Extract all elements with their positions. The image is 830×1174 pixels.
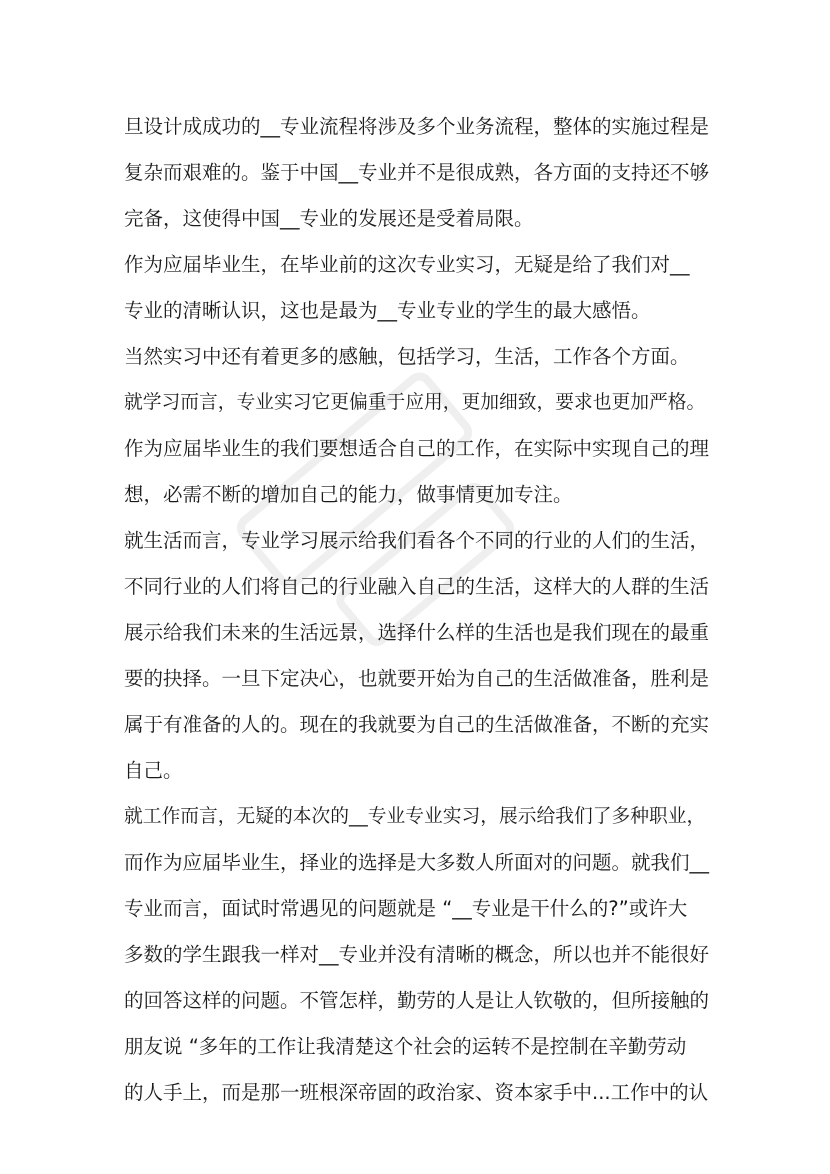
text-line: 不同行业的人们将自己的行业融入自己的生活，这样大的人群的生活 (124, 575, 710, 598)
text-line: 而作为应届毕业生，择业的选择是大多数人所面对的问题。就我们__ (124, 851, 710, 874)
text-line: 朋友说 “多年的工作让我清楚这个社会的运转不是控制在辛勤劳动 (124, 1035, 687, 1058)
text-line: 属于有准备的人的。现在的我就要为自己的生活做准备，不断的充实 (124, 713, 710, 736)
text-line: 自己。 (124, 759, 183, 782)
text-line: 作为应届毕业生，在毕业前的这次专业实习，无疑是给了我们对__ (124, 253, 690, 276)
text-line: 展示给我们未来的生活远景，选择什么样的生活也是我们现在的最重 (124, 621, 710, 644)
text-line: 要的抉择。一旦下定决心，也就要开始为自己的生活做准备，胜利是 (124, 667, 710, 690)
paragraph (124, 242, 710, 334)
paragraph (124, 518, 710, 794)
text-line: 想，必需不断的增加自己的能力，做事情更加专注。 (124, 483, 573, 506)
text-line: 专业的清晰认识，这也是最为__专业专业的学生的最大感悟。 (124, 299, 651, 322)
text-line: 多数的学生跟我一样对__专业并没有清晰的概念，所以也并不能很好 (124, 943, 710, 966)
paragraph (124, 426, 710, 518)
text-line: 作为应届毕业生的我们要想适合自己的工作，在实际中实现自己的理 (124, 437, 710, 460)
paragraph (124, 794, 710, 1116)
text-line: 完备，这使得中国__专业的发展还是受着局限。 (124, 207, 534, 230)
paragraph (124, 380, 710, 426)
paragraph (124, 334, 710, 380)
text-line: 就工作而言，无疑的本次的__专业专业实习，展示给我们了多种职业， (124, 806, 706, 827)
text-line: 的回答这样的问题。不管怎样，勤劳的人是让人钦敬的，但所接触的 (124, 989, 710, 1012)
text-line: 复杂而艰难的。鉴于中国__专业并不是很成熟，各方面的支持还不够 (124, 161, 710, 184)
text-line: 专业而言，面试时常遇见的问题就是 “__专业是干什么的?”或许大 (124, 897, 688, 920)
text-line: 旦设计成成功的__专业流程将涉及多个业务流程，整体的实施过程是 (124, 115, 710, 138)
text-line: 的人手上，而是那一班根深帝固的政治家、资本家手中...工作中的认 (124, 1081, 709, 1104)
text-line: 就生活而言，专业学习展示给我们看各个不同的行业的人们的生活， (124, 529, 710, 552)
text-line: 当然实习中还有着更多的感触，包括学习，生活，工作各个方面。 (124, 345, 690, 368)
document-body (124, 104, 710, 1116)
text-line: 就学习而言，专业实习它更偏重于应用，更加细致，要求也更加严格。 (124, 392, 706, 413)
paragraph (124, 104, 710, 242)
